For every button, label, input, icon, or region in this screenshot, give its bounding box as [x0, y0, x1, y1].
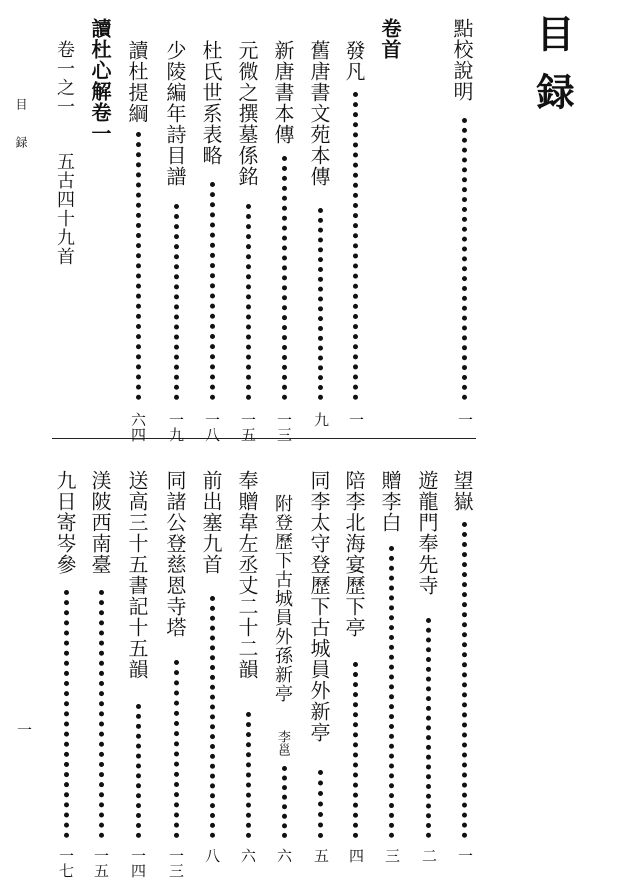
- leader-dots: [210, 596, 215, 838]
- entry-title: 點校說明: [450, 18, 474, 102]
- entry-page: 二: [420, 848, 438, 863]
- entry-page: 一四: [129, 848, 147, 878]
- entry-title: 贈李白: [378, 470, 402, 533]
- leader-dots: [136, 132, 141, 400]
- entry-title: 附登歷下古城員外孫新亭: [272, 494, 293, 703]
- entry-page: 八: [203, 848, 221, 863]
- entry-page: 一五: [92, 848, 110, 878]
- leader-dots: [246, 712, 251, 838]
- entry-title: 讀杜心解卷一: [88, 18, 112, 144]
- entry-title: 少陵編年詩目譜: [163, 40, 187, 187]
- leader-dots: [389, 546, 394, 838]
- entry-note: 五古四十九首: [54, 152, 75, 266]
- leader-dots: [99, 590, 104, 838]
- leader-dots: [210, 182, 215, 400]
- leader-dots: [246, 204, 251, 400]
- leader-dots: [282, 156, 287, 400]
- leader-dots: [318, 208, 323, 400]
- entry-page: 三: [383, 848, 401, 863]
- entry-title: 舊唐書文苑本傳: [307, 40, 331, 187]
- entry-title: 陪李北海宴歷下亭: [342, 470, 366, 638]
- entry-title: 望嶽: [450, 470, 474, 512]
- leader-dots: [64, 590, 69, 838]
- entry-page: 一三: [167, 848, 185, 878]
- leader-dots: [318, 770, 323, 838]
- entry-title: 讀杜提綱: [125, 40, 149, 124]
- entry-page: 一: [456, 848, 474, 863]
- entry-page: 五: [312, 848, 330, 863]
- entry-page: 九: [312, 412, 330, 427]
- leader-dots: [353, 92, 358, 400]
- entry-page: 六四: [129, 412, 147, 442]
- running-header: 目 録: [14, 98, 28, 154]
- leader-dots: [282, 766, 287, 838]
- entry-page: 一五: [239, 412, 257, 442]
- entry-page: 一: [347, 412, 365, 427]
- entry-title: 發凡: [342, 40, 366, 82]
- entry-note: 李邕: [275, 730, 290, 756]
- entry-title: 卷首: [378, 18, 402, 60]
- entry-title: 同李太守登歷下古城員外新亭: [307, 470, 331, 743]
- leader-dots: [174, 660, 179, 838]
- entry-page: 一八: [203, 412, 221, 442]
- leader-dots: [462, 522, 467, 838]
- section-divider: [52, 438, 476, 439]
- entry-title: 遊龍門奉先寺: [415, 470, 439, 596]
- entry-title: 前出塞九首: [199, 470, 223, 575]
- entry-page: 一七: [57, 848, 75, 878]
- leader-dots: [426, 618, 431, 838]
- entry-title: 同諸公登慈恩寺塔: [163, 470, 187, 638]
- entry-title: 送高三十五書記十五韻: [125, 470, 149, 680]
- entry-page: 六: [275, 848, 293, 863]
- entry-page: 一: [456, 412, 474, 427]
- entry-page: 一九: [167, 412, 185, 442]
- leader-dots: [136, 704, 141, 838]
- entry-title: 奉贈韋左丞丈二十二韻: [235, 470, 259, 680]
- entry-page: 四: [347, 848, 365, 863]
- entry-title: 元微之撰墓係銘: [235, 40, 259, 187]
- entry-title: 新唐書本傳: [271, 40, 295, 145]
- page-heading: 目録: [530, 14, 575, 130]
- leader-dots: [462, 118, 467, 400]
- entry-page: 六: [239, 848, 257, 863]
- leader-dots: [353, 662, 358, 838]
- entry-title: 杜氏世系表略: [199, 40, 223, 166]
- entry-title: 九日寄岑參: [53, 470, 77, 575]
- leader-dots: [174, 204, 179, 400]
- entry-page: 一三: [275, 412, 293, 442]
- entry-title: 渼陂西南臺: [88, 470, 112, 575]
- entry-title: 卷一之一: [54, 40, 75, 116]
- page-folio: 一: [15, 722, 33, 737]
